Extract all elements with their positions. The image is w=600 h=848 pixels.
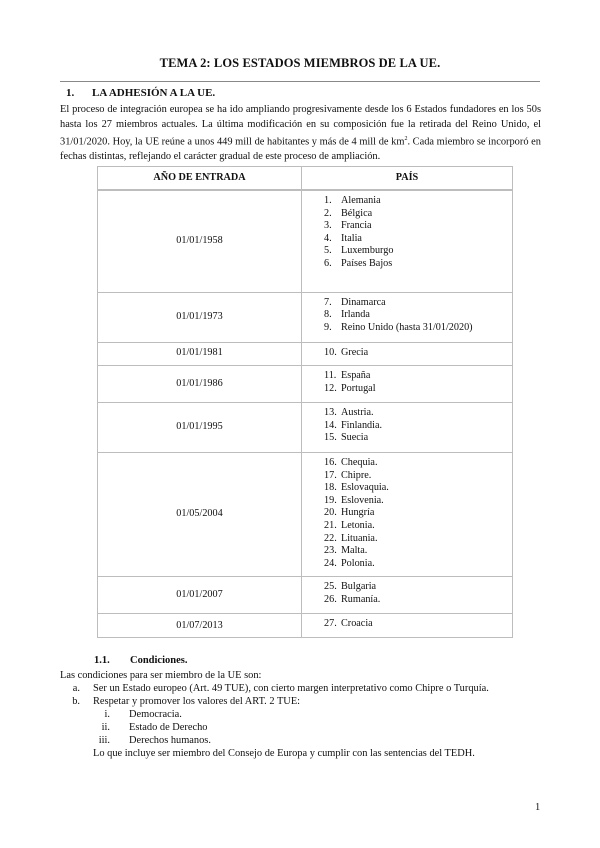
table-row xyxy=(98,342,513,366)
list-item xyxy=(324,618,512,631)
country-number: 14. xyxy=(324,419,337,431)
country-list xyxy=(324,195,512,271)
list-item xyxy=(324,457,512,470)
country-list xyxy=(324,347,512,360)
country-list-cell xyxy=(302,366,513,403)
conditions-intro: Las condiciones para ser miembro de la UE son: xyxy=(60,670,262,681)
list-item xyxy=(324,594,512,607)
country-name: Irlanda xyxy=(341,309,370,321)
country-name: Bélgica xyxy=(341,207,373,219)
country-list xyxy=(324,618,512,631)
table-row xyxy=(98,403,513,453)
intro-text-end: . Cada miembro se incorporó en fechas distintas, reflejando el carácter gradual de este proceso de ampliación. xyxy=(60,136,541,163)
entry-year: 01/01/1995 xyxy=(98,403,302,453)
country-number: 15. xyxy=(324,432,337,444)
condition-item xyxy=(60,682,541,695)
entry-year: 01/01/2007 xyxy=(98,577,302,614)
country-number: 4. xyxy=(324,232,332,244)
list-item xyxy=(324,309,512,322)
country-number: 26. xyxy=(324,594,337,606)
condition-item xyxy=(60,695,541,708)
country-number: 21. xyxy=(324,520,337,532)
country-number: 18. xyxy=(324,482,337,494)
country-number: 5. xyxy=(324,245,332,257)
list-item xyxy=(324,258,512,271)
member-states-table xyxy=(97,166,513,638)
country-name: Portugal xyxy=(341,382,376,394)
country-list-cell xyxy=(302,342,513,366)
list-item xyxy=(324,220,512,233)
value-label: i. xyxy=(104,709,110,720)
intro-paragraph xyxy=(60,102,541,164)
country-number: 24. xyxy=(324,557,337,569)
entry-year: 01/05/2004 xyxy=(98,453,302,577)
value-item xyxy=(60,734,541,747)
list-item xyxy=(324,407,512,420)
table-row xyxy=(98,292,513,342)
country-number: 9. xyxy=(324,321,332,333)
subsection-title: Condiciones. xyxy=(130,655,188,666)
entry-year: 01/01/1958 xyxy=(98,190,302,292)
list-item xyxy=(324,520,512,533)
condition-text: Respetar y promover los valores del ART. 2 TUE: xyxy=(93,696,301,707)
country-list xyxy=(324,297,512,335)
intro-text: El proceso de integración europea se ha ido ampliando progresivamente desde los 6 Estados fundadores en los 50s hasta los 27 miembros actuales. La última modificación en su composición fue la retirada del Reino Unido, el 31/01/2020. Hoy, la UE reúne a unos 449 mill de habitantes y más de 4 mill de km xyxy=(60,104,541,148)
country-list-cell xyxy=(302,614,513,638)
list-item xyxy=(324,245,512,258)
country-name: Eslovaquia. xyxy=(341,482,389,494)
country-name: Finlandia. xyxy=(341,419,383,431)
country-number: 7. xyxy=(324,296,332,308)
conditions-body xyxy=(60,669,541,760)
country-name: Luxemburgo xyxy=(341,245,394,257)
country-number: 17. xyxy=(324,469,337,481)
value-label: iii. xyxy=(98,735,110,746)
header-year: AÑO DE ENTRADA xyxy=(98,167,302,191)
entry-year: 01/07/2013 xyxy=(98,614,302,638)
table-row xyxy=(98,366,513,403)
country-name: Países Bajos xyxy=(341,257,393,269)
country-name: Lituania. xyxy=(341,532,378,544)
list-item xyxy=(324,233,512,246)
country-number: 13. xyxy=(324,407,337,419)
country-number: 27. xyxy=(324,618,337,630)
value-text: Estado de Derecho xyxy=(129,722,208,733)
list-item xyxy=(324,420,512,433)
section-number: 1. xyxy=(66,87,75,99)
title-divider xyxy=(60,81,540,82)
country-list-cell xyxy=(302,292,513,342)
list-item xyxy=(324,507,512,520)
country-name: Chequia. xyxy=(341,457,378,469)
entry-year: 01/01/1973 xyxy=(98,292,302,342)
country-list xyxy=(324,457,512,570)
country-name: Austria. xyxy=(341,407,374,419)
condition-label: a. xyxy=(72,683,80,694)
value-label: ii. xyxy=(101,722,110,733)
country-number: 16. xyxy=(324,457,337,469)
list-item xyxy=(324,533,512,546)
country-list xyxy=(324,407,512,445)
country-name: Hungría xyxy=(341,507,375,519)
country-name: Dinamarca xyxy=(341,296,386,308)
country-name: Polonia. xyxy=(341,557,375,569)
page-number: 1 xyxy=(535,802,541,813)
section-heading-adhesion xyxy=(66,87,215,101)
table-header-row xyxy=(98,167,513,191)
country-number: 22. xyxy=(324,532,337,544)
country-list xyxy=(324,370,512,395)
document-title: TEMA 2: LOS ESTADOS MIEMBROS DE LA UE. xyxy=(159,56,441,70)
list-item xyxy=(324,545,512,558)
country-number: 3. xyxy=(324,220,332,232)
conditions-closing: Lo que incluye ser miembro del Consejo de Europa y cumplir con las sentencias del TEDH. xyxy=(93,748,475,759)
country-name: Alemania xyxy=(341,195,381,206)
value-text: Democracia. xyxy=(129,709,182,720)
value-item xyxy=(60,721,541,734)
country-name: Malta. xyxy=(341,545,368,557)
table-row xyxy=(98,577,513,614)
country-name: Bulgaria xyxy=(341,581,377,593)
country-name: Francia xyxy=(341,220,372,232)
superscript-2: 2 xyxy=(404,136,408,142)
country-number: 11. xyxy=(324,370,337,382)
country-name: Eslovenia. xyxy=(341,494,384,506)
header-country: PAÍS xyxy=(302,167,513,191)
country-number: 6. xyxy=(324,257,332,269)
country-number: 8. xyxy=(324,309,332,321)
list-item xyxy=(324,297,512,310)
country-name: Grecia xyxy=(341,346,369,358)
country-number: 12. xyxy=(324,382,337,394)
country-number: 25. xyxy=(324,581,337,593)
country-name: Croacia xyxy=(341,618,373,630)
list-item xyxy=(324,495,512,508)
country-name: Chipre. xyxy=(341,469,372,481)
value-text: Derechos humanos. xyxy=(129,735,211,746)
country-list-cell xyxy=(302,577,513,614)
table-row xyxy=(98,453,513,577)
country-name: Suecia xyxy=(341,432,369,444)
list-item xyxy=(324,558,512,571)
country-number: 10. xyxy=(324,346,337,358)
condition-label: b. xyxy=(72,696,80,707)
country-name: Italia xyxy=(341,232,362,244)
country-list-cell xyxy=(302,453,513,577)
list-item xyxy=(324,432,512,445)
list-item xyxy=(324,208,512,221)
country-list xyxy=(324,581,512,606)
section-title: LA ADHESIÓN A LA UE. xyxy=(92,87,216,99)
country-number: 23. xyxy=(324,545,337,557)
entry-year: 01/01/1986 xyxy=(98,366,302,403)
list-item xyxy=(324,322,512,335)
country-name: Letonia. xyxy=(341,520,375,532)
subsection-number: 1.1. xyxy=(94,655,110,666)
table-row xyxy=(98,190,513,292)
list-item xyxy=(324,347,512,360)
value-item xyxy=(60,708,541,721)
list-item xyxy=(324,383,512,396)
country-name: España xyxy=(341,370,371,382)
entry-year: 01/01/1981 xyxy=(98,342,302,366)
list-item xyxy=(324,195,512,208)
condition-text: Ser un Estado europeo (Art. 49 TUE), con cierto margen interpretativo como Chipre o Turquía. xyxy=(93,683,489,694)
country-name: Reino Unido (hasta 31/01/2020) xyxy=(341,321,473,333)
subsection-heading-condiciones xyxy=(94,654,187,667)
country-number: 2. xyxy=(324,207,332,219)
country-number: 1. xyxy=(324,195,332,206)
country-name: Rumanía. xyxy=(341,594,381,606)
country-number: 20. xyxy=(324,507,337,519)
list-item xyxy=(324,482,512,495)
country-list-cell xyxy=(302,190,513,292)
country-list-cell xyxy=(302,403,513,453)
list-item xyxy=(324,581,512,594)
country-number: 19. xyxy=(324,494,337,506)
list-item xyxy=(324,470,512,483)
table-row xyxy=(98,614,513,638)
list-item xyxy=(324,370,512,383)
